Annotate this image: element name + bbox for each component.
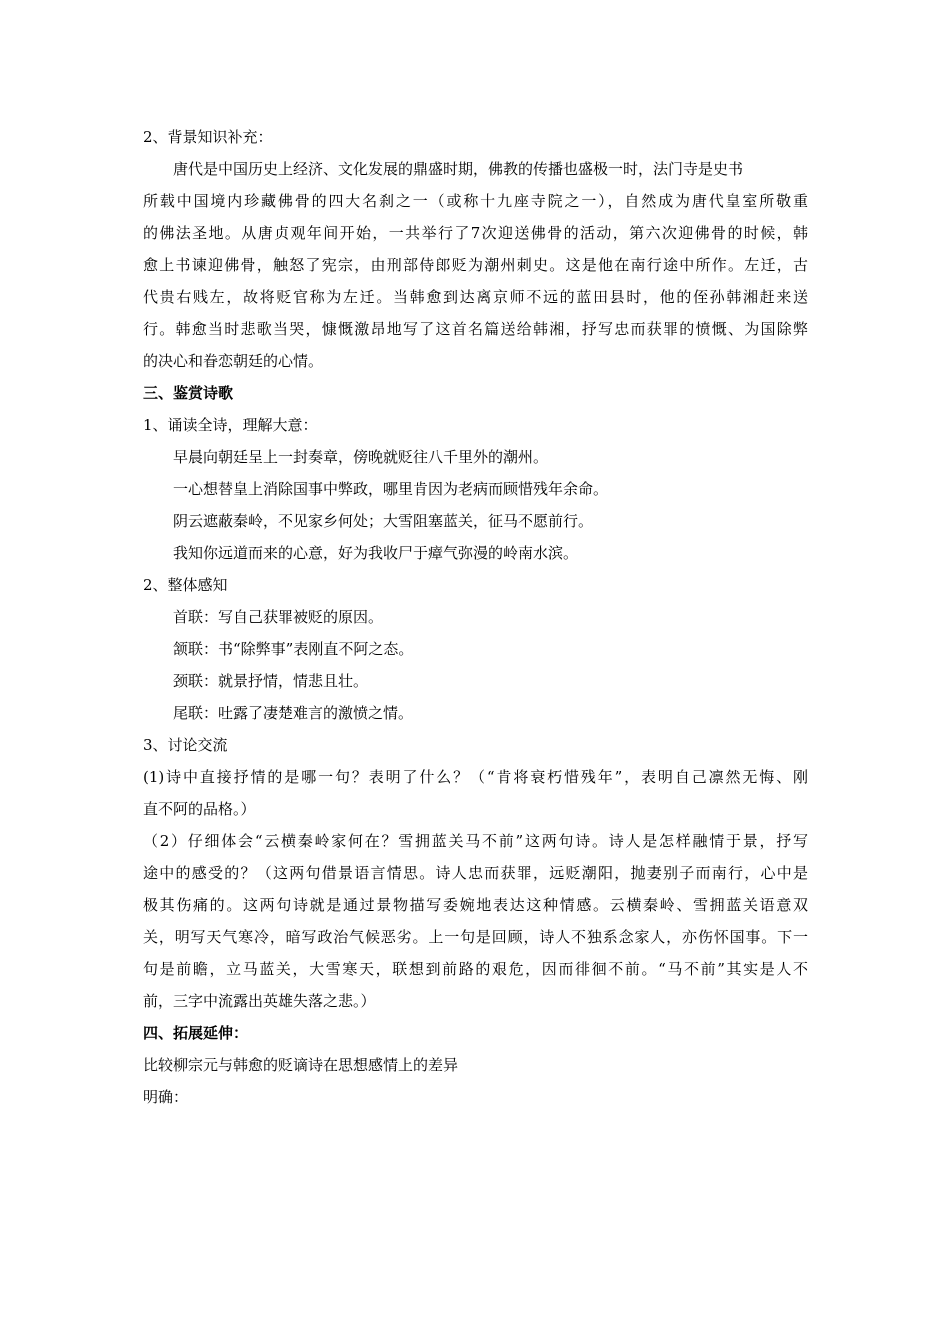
- question-line: （2）仔细体会“云横秦岭家何在？雪拥蓝关马不前”这两句诗。诗人是怎样融情于景，抒写: [143, 832, 808, 850]
- question-line: (1)诗中直接抒情的是哪一句？表明了什么？（“肯将衰朽惜残年”，表明自己凛然无悔、刚: [143, 768, 808, 786]
- translation-line: 早晨向朝廷呈上一封奏章，傍晚就贬往八千里外的潮州。: [173, 448, 549, 466]
- question-line: 关，明写天气寒冷，暗写政治气候恶劣。上一句是回顾，诗人不独系念家人，亦伤怀国事。下一: [143, 928, 808, 946]
- question-line: 句是前瞻，立马蓝关，大雪寒天，联想到前路的艰危，因而徘徊不前。“马不前”其实是人不: [143, 960, 808, 978]
- document-content: [143, 121, 808, 1113]
- translation-line: 阴云遮蔽秦岭，不见家乡何处；大雪阻塞蓝关，征马不愿前行。: [173, 512, 594, 530]
- couplet-line: 颔联：书“除弊事”表刚直不阿之态。: [173, 640, 414, 658]
- paragraph-line: 的佛法圣地。从唐贞观年间开始，一共举行了7次迎送佛骨的活动，第六次迎佛骨的时候，韩: [143, 224, 808, 242]
- paragraph-line: 行。韩愈当时悲歌当哭，慷慨激昂地写了这首名篇送给韩湘，抒写忠而获罪的愤慨、为国除弊: [143, 320, 808, 338]
- paragraph-line: 唐代是中国历史上经济、文化发展的鼎盛时期，佛教的传播也盛极一时，法门寺是史书: [173, 160, 744, 178]
- section-heading-background: 2、背景知识补充：: [143, 128, 273, 146]
- paragraph-line: 代贵右贱左，故将贬官称为左迁。当韩愈到达离京师不远的蓝田县时，他的侄孙韩湘赶来送: [143, 288, 808, 306]
- question-line: 极其伤痛的。这两句诗就是通过景物描写委婉地表达这种情感。云横秦岭、雪拥蓝关语意双: [143, 896, 808, 914]
- couplet-line: 颈联：就景抒情，情悲且壮。: [173, 672, 369, 690]
- section-heading-extension: 四、拓展延伸：: [143, 1024, 249, 1042]
- paragraph-line: 愈上书谏迎佛骨，触怒了宪宗，由刑部侍郎贬为潮州刺史。这是他在南行途中所作。左迁，古: [143, 256, 808, 274]
- extension-line: 明确：: [143, 1088, 189, 1106]
- question-line: 直不阿的品格。）: [143, 800, 256, 818]
- question-line: 前，三字中流露出英雄失落之悲。）: [143, 992, 376, 1010]
- translation-line: 一心想替皇上消除国事中弊政，哪里肯因为老病而顾惜残年余命。: [173, 480, 609, 498]
- couplet-line: 尾联：吐露了凄楚难言的激愤之情。: [173, 704, 414, 722]
- paragraph-line: 所载中国境内珍藏佛骨的四大名刹之一（或称十九座寺院之一），自然成为唐代皇室所敬重: [143, 192, 808, 210]
- section-heading-appreciation: 三、鉴赏诗歌: [143, 384, 234, 402]
- extension-line: 比较柳宗元与韩愈的贬谪诗在思想感情上的差异: [143, 1056, 459, 1074]
- couplet-line: 首联：写自己获罪被贬的原因。: [173, 608, 384, 626]
- subheading-overall: 2、整体感知: [143, 576, 228, 594]
- subheading-discussion: 3、讨论交流: [143, 736, 228, 754]
- translation-line: 我知你远道而来的心意，好为我收尸于瘴气弥漫的岭南水滨。: [173, 544, 579, 562]
- subheading-recite: 1、诵读全诗，理解大意：: [143, 416, 318, 434]
- question-line: 途中的感受的？（这两句借景语言情思。诗人忠而获罪，远贬潮阳，抛妻别子而南行，心中是: [143, 864, 808, 882]
- paragraph-line: 的决心和眷恋朝廷的心情。: [143, 352, 324, 370]
